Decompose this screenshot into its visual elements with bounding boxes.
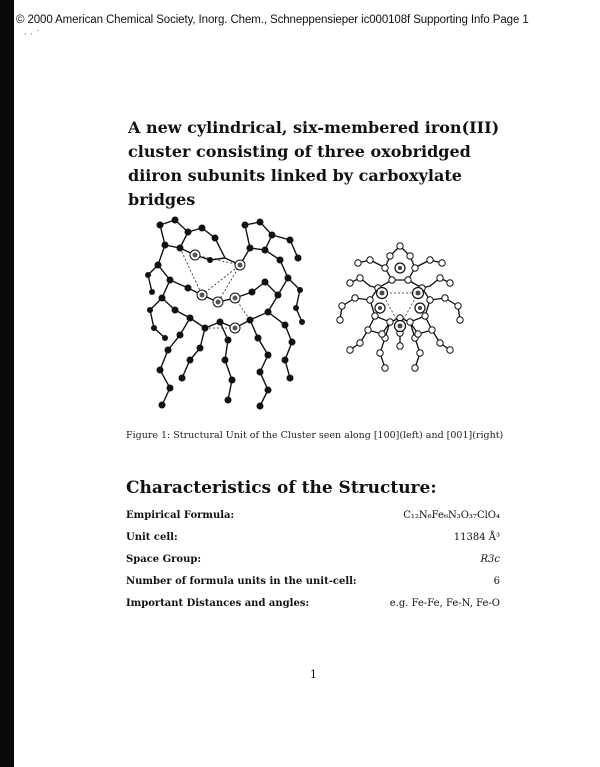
table-row [126, 570, 500, 592]
page-title: A new cylindrical, six-membered iron(III) cluster consisting of three oxobridged diiron subunits linked by carboxylate bridges [128, 118, 500, 209]
characteristics-table [126, 504, 500, 614]
copyright-header: © 2000 American Chemical Society, Inorg. Chem., Schneppensieper ic000108f Supporting Info Page 1 [16, 14, 529, 26]
figure-caption: Figure 1: Structural Unit of the Cluster seen along [100](left) and [001](right) [126, 430, 504, 441]
row-label: Number of formula units in the unit-cell: [126, 575, 357, 587]
table-row [126, 592, 500, 614]
scan-edge-bar [0, 0, 14, 767]
page-number: 1 [310, 668, 317, 681]
table-row [126, 504, 500, 526]
row-value: e.g. Fe-Fe, Fe-N, Fe-O [389, 597, 500, 609]
molecule-view-001 [330, 238, 470, 378]
row-value: 6 [493, 575, 500, 587]
row-label: Empirical Formula: [126, 509, 235, 521]
molecule-view-100 [140, 210, 310, 415]
section-title: Characteristics of the Structure: [126, 478, 437, 498]
row-value: R3c [480, 553, 500, 565]
scan-specks: · · ˙ [24, 30, 40, 40]
row-label: Important Distances and angles: [126, 597, 310, 609]
row-label: Unit cell: [126, 531, 178, 543]
row-label: Space Group: [126, 553, 202, 565]
table-row [126, 526, 500, 548]
table-row [126, 548, 500, 570]
row-value: 11384 Å³ [453, 531, 500, 543]
row-value: C₁₂N₆Fe₆N₃O₃₇ClO₄ [403, 509, 500, 521]
